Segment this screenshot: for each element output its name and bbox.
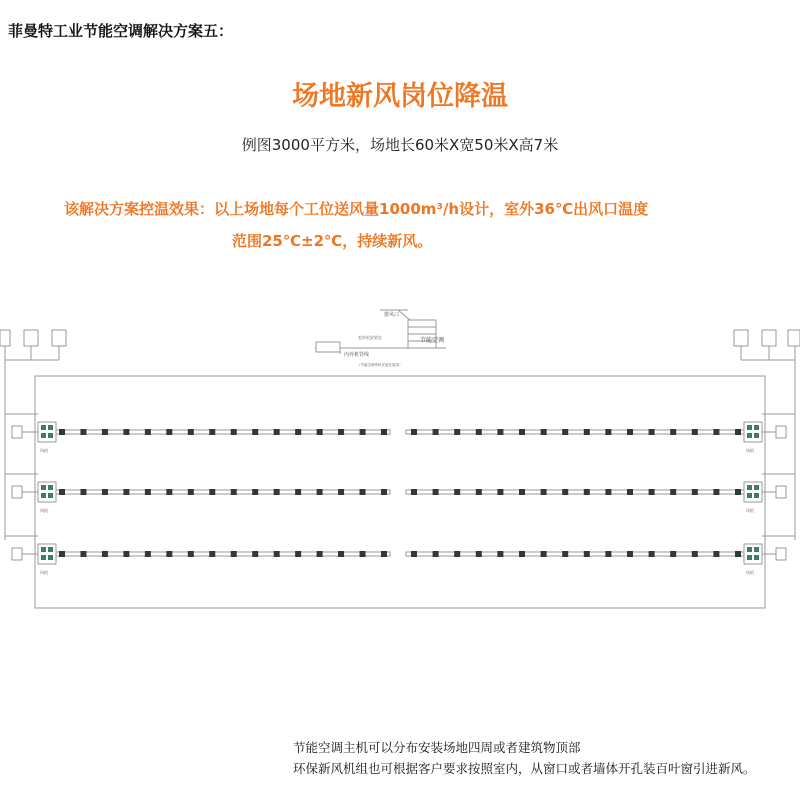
air-outlet — [317, 429, 323, 435]
right-ahu-fan — [754, 433, 759, 438]
left-ahu-fan — [48, 493, 53, 498]
air-outlet — [252, 429, 258, 435]
air-outlet — [231, 489, 237, 495]
duct-label: 室外机安装在 — [358, 335, 382, 340]
left-ahu-fan — [48, 547, 53, 552]
air-outlet — [295, 429, 301, 435]
right-fan-label: 风机 — [746, 508, 754, 513]
site-description: 例图3000平方米，场地长60米X宽50米X高7米 — [241, 136, 559, 154]
air-outlet — [476, 429, 482, 435]
right-fan-label: 风机 — [746, 570, 754, 575]
air-outlet — [145, 429, 151, 435]
air-outlet — [735, 551, 741, 557]
air-outlet — [80, 551, 86, 557]
air-outlet — [252, 489, 258, 495]
left-fan-label: 风机 — [40, 448, 48, 453]
air-outlet — [80, 429, 86, 435]
air-outlet — [541, 489, 547, 495]
air-outlet — [454, 551, 460, 557]
pipe-label: 内外机管线 — [344, 352, 370, 358]
right-ahu-fan — [747, 493, 752, 498]
floor-plan-diagram — [0, 290, 800, 620]
page-title: 场地新风岗位降温 — [292, 81, 508, 112]
air-outlet — [692, 429, 698, 435]
left-ahu-fan — [41, 425, 46, 430]
air-outlet — [713, 429, 719, 435]
air-outlet — [497, 429, 503, 435]
left-ahu-fan — [41, 555, 46, 560]
right-ahu-fan — [754, 493, 759, 498]
air-outlet — [166, 429, 172, 435]
small-note: （节能空调外机安装在屋顶） — [357, 363, 403, 367]
air-outlet — [433, 429, 439, 435]
air-outlet — [605, 489, 611, 495]
air-outlet — [317, 489, 323, 495]
air-outlet — [274, 551, 280, 557]
left-fan-unit — [12, 426, 22, 438]
right-fan-unit — [776, 548, 786, 560]
air-outlet — [123, 489, 129, 495]
air-outlet — [252, 551, 258, 557]
air-outlet — [188, 551, 194, 557]
air-outlet — [411, 551, 417, 557]
bottom-note-line-2: 环保新风机组也可根据客户要求按照室内，从窗口或者墙体开孔装百叶窗引进新风。 — [293, 761, 756, 776]
left-fan-label: 风机 — [40, 570, 48, 575]
air-outlet — [123, 551, 129, 557]
air-outlet — [497, 551, 503, 557]
air-outlet — [360, 551, 366, 557]
air-outlet — [584, 489, 590, 495]
air-outlet — [562, 429, 568, 435]
left-fan-label: 风机 — [40, 508, 48, 513]
air-outlet — [59, 429, 65, 435]
air-outlet — [649, 489, 655, 495]
bottom-note-line-1: 节能空调主机可以分布安装场地四周或者建筑物顶部 — [293, 740, 581, 755]
air-outlet — [338, 429, 344, 435]
air-outlet — [670, 489, 676, 495]
air-outlet — [562, 551, 568, 557]
air-outlet — [541, 551, 547, 557]
air-outlet — [102, 489, 108, 495]
left-ahu-box — [38, 482, 56, 502]
exhaust-label: 排风口 — [384, 312, 400, 318]
air-outlet — [188, 489, 194, 495]
air-outlet — [476, 551, 482, 557]
left-ahu-box — [38, 422, 56, 442]
air-outlet — [295, 489, 301, 495]
air-outlet — [519, 489, 525, 495]
left-ahu-fan — [48, 485, 53, 490]
air-outlet — [584, 551, 590, 557]
right-ahu-fan — [747, 425, 752, 430]
right-ahu-fan — [754, 555, 759, 560]
air-outlet — [59, 551, 65, 557]
right-ahu-fan — [747, 433, 752, 438]
right-ahu-fan — [747, 555, 752, 560]
air-outlet — [145, 489, 151, 495]
air-outlet — [274, 429, 280, 435]
right-ahu-fan — [747, 485, 752, 490]
effect-text-line-2: 范围25℃±2℃，持续新风。 — [232, 232, 433, 250]
air-outlet — [166, 489, 172, 495]
air-outlet — [670, 429, 676, 435]
air-outlet — [381, 489, 387, 495]
air-outlet — [584, 429, 590, 435]
air-outlet — [735, 429, 741, 435]
air-outlet — [381, 429, 387, 435]
air-outlet — [649, 551, 655, 557]
air-outlet — [209, 551, 215, 557]
left-ahu-fan — [48, 425, 53, 430]
air-outlet — [454, 489, 460, 495]
air-outlet — [123, 429, 129, 435]
right-ahu-fan — [747, 547, 752, 552]
air-outlet — [295, 551, 301, 557]
left-ahu-fan — [48, 433, 53, 438]
air-outlet — [692, 551, 698, 557]
air-outlet — [80, 489, 86, 495]
air-outlet — [166, 551, 172, 557]
unit-label: 节能空调 — [420, 337, 445, 344]
left-ahu-fan — [41, 485, 46, 490]
air-outlet — [209, 429, 215, 435]
air-outlet — [274, 489, 280, 495]
air-outlet — [381, 551, 387, 557]
air-outlet — [360, 429, 366, 435]
air-outlet — [59, 489, 65, 495]
air-outlet — [541, 429, 547, 435]
air-outlet — [649, 429, 655, 435]
air-outlet — [735, 489, 741, 495]
air-outlet — [497, 489, 503, 495]
right-ahu-box — [744, 482, 762, 502]
left-ahu-fan — [48, 555, 53, 560]
solution-heading: 菲曼特工业节能空调解决方案五： — [8, 22, 234, 40]
air-outlet — [338, 551, 344, 557]
air-outlet — [317, 551, 323, 557]
air-outlet — [692, 489, 698, 495]
air-outlet — [231, 551, 237, 557]
air-outlet — [411, 429, 417, 435]
right-ahu-fan — [754, 425, 759, 430]
air-outlet — [433, 489, 439, 495]
air-outlet — [145, 551, 151, 557]
left-ahu-fan — [41, 433, 46, 438]
effect-text-line-1: 该解决方案控温效果：以上场地每个工位送风量1000m³/h设计，室外36℃出风口温度 — [64, 200, 649, 218]
air-outlet — [360, 489, 366, 495]
air-outlet — [102, 429, 108, 435]
air-outlet — [713, 489, 719, 495]
left-ahu-fan — [41, 493, 46, 498]
air-outlet — [605, 551, 611, 557]
air-outlet — [454, 429, 460, 435]
air-outlet — [627, 489, 633, 495]
left-fan-unit — [12, 486, 22, 498]
right-fan-unit — [776, 486, 786, 498]
left-ahu-box — [38, 544, 56, 564]
right-ahu-box — [744, 422, 762, 442]
air-outlet — [338, 489, 344, 495]
air-outlet — [562, 489, 568, 495]
right-fan-label: 风机 — [746, 448, 754, 453]
air-outlet — [713, 551, 719, 557]
right-fan-unit — [776, 426, 786, 438]
roof-unit-structure — [315, 310, 446, 354]
air-outlet — [670, 551, 676, 557]
right-ahu-box — [744, 544, 762, 564]
air-outlet — [627, 551, 633, 557]
air-outlet — [231, 429, 237, 435]
air-outlet — [476, 489, 482, 495]
left-ahu-fan — [41, 547, 46, 552]
air-outlet — [605, 429, 611, 435]
air-outlet — [411, 489, 417, 495]
air-outlet — [209, 489, 215, 495]
air-outlet — [433, 551, 439, 557]
air-outlet — [627, 429, 633, 435]
left-fan-unit — [12, 548, 22, 560]
air-outlet — [519, 429, 525, 435]
right-ahu-fan — [754, 485, 759, 490]
air-outlet — [188, 429, 194, 435]
right-ahu-fan — [754, 547, 759, 552]
air-outlet — [519, 551, 525, 557]
air-outlet — [102, 551, 108, 557]
